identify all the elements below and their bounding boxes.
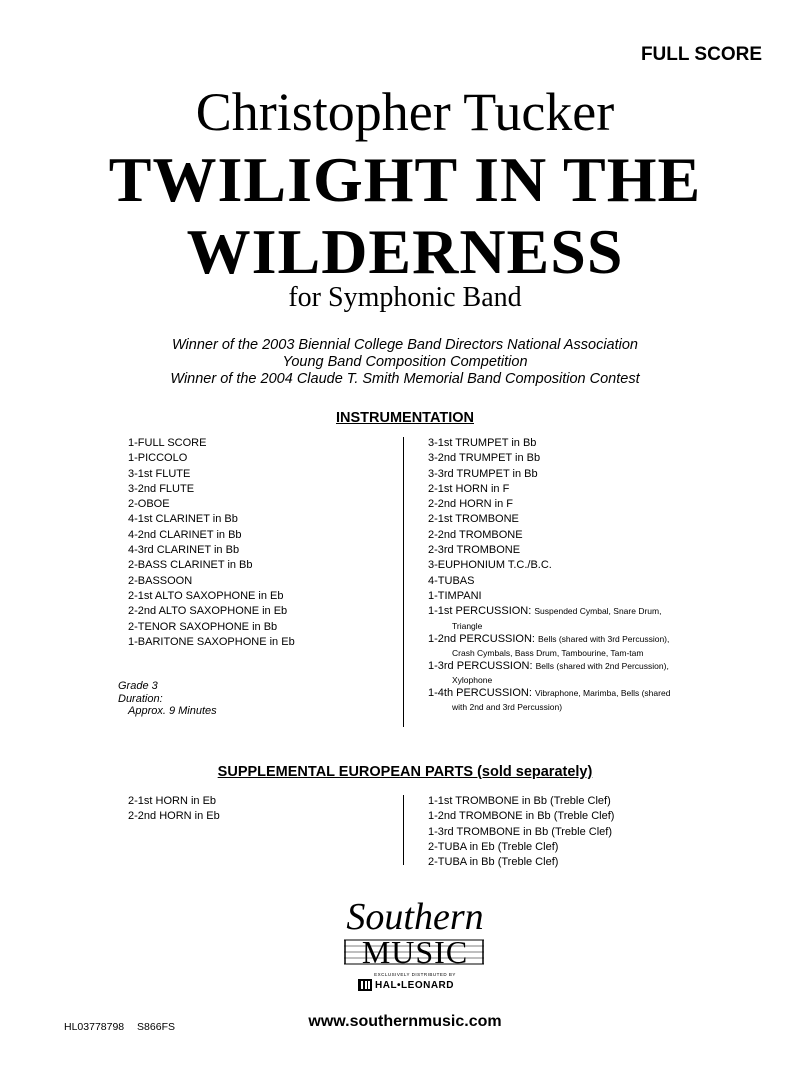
percussion-item bbox=[428, 659, 670, 674]
part-item: 1-1st TROMBONE in Bb (Treble Clef) bbox=[428, 795, 611, 807]
supplemental-heading: SUPPLEMENTAL EUROPEAN PARTS (sold separately) bbox=[217, 764, 593, 780]
part-item: 1-BARITONE SAXOPHONE in Eb bbox=[128, 635, 295, 648]
awards-block bbox=[0, 337, 810, 388]
logo-distributed-text: EXCLUSIVELY DISTRIBUTED BY bbox=[374, 972, 456, 977]
percussion-detail-continued: with 2nd and 3rd Percussion) bbox=[452, 702, 563, 713]
part-item: 2-TUBA in Eb (Treble Clef) bbox=[428, 840, 559, 853]
part-item: 2-2nd HORN in F bbox=[428, 498, 513, 511]
percussion-item bbox=[428, 604, 670, 619]
part-item: 2-2nd TROMBONE bbox=[428, 528, 523, 541]
part-item: 3-EUPHONIUM T.C./B.C. bbox=[428, 559, 552, 572]
part-item: 3-2nd TRUMPET in Bb bbox=[428, 452, 541, 465]
edition-label: FULL SCORE bbox=[640, 44, 762, 65]
part-item: 3-1st TRUMPET in Bb bbox=[428, 437, 537, 449]
title-line-2: WILDERNESS bbox=[186, 216, 624, 287]
part-item: 2-1st HORN in Eb bbox=[128, 795, 217, 807]
grade-duration-block bbox=[118, 680, 217, 718]
percussion-detail-continued: Triangle bbox=[452, 620, 483, 631]
hal-leonard-icon bbox=[358, 979, 372, 991]
percussion-detail-continued: Xylophone bbox=[452, 675, 493, 686]
percussion-detail: Bells (shared with 2nd Percussion), bbox=[535, 660, 669, 671]
percussion-name: 1-2nd PERCUSSION: bbox=[428, 632, 535, 645]
part-item: 4-1st CLARINET in Bb bbox=[128, 513, 238, 526]
composer-name: Christopher Tucker bbox=[195, 82, 615, 142]
percussion-name: 1-3rd PERCUSSION: bbox=[428, 659, 533, 672]
percussion-detail: Vibraphone, Marimba, Bells (shared bbox=[534, 688, 671, 699]
part-item: 2-1st HORN in F bbox=[428, 482, 510, 495]
percussion-item bbox=[428, 686, 670, 701]
award-line: Winner of the 2003 Biennial College Band Directors National Association bbox=[171, 337, 638, 353]
instrumentation-left-column bbox=[128, 436, 295, 650]
percussion-name: 1-1st PERCUSSION: bbox=[428, 605, 532, 618]
part-item: 3-3rd TRUMPET in Bb bbox=[428, 467, 538, 480]
part-item: 2-OBOE bbox=[128, 498, 170, 511]
award-line: Young Band Composition Competition bbox=[282, 354, 528, 370]
column-divider bbox=[403, 795, 404, 865]
part-item: 1-2nd TROMBONE in Bb (Treble Clef) bbox=[428, 810, 615, 823]
instrumentation-right-column bbox=[428, 436, 670, 713]
part-item: 2-TENOR SAXOPHONE in Bb bbox=[128, 620, 278, 633]
catalog-number: HL03778798 S866FS bbox=[64, 1021, 175, 1033]
part-item: 2-BASS CLARINET in Bb bbox=[128, 559, 253, 572]
part-item: 4-3rd CLARINET in Bb bbox=[128, 544, 240, 557]
percussion-detail-continued: Crash Cymbals, Bass Drum, Tambourine, Tam-tam bbox=[452, 647, 644, 658]
part-item: 2-TUBA in Bb (Treble Clef) bbox=[428, 856, 559, 869]
hal-leonard-logo bbox=[358, 979, 454, 991]
duration-label: Duration: bbox=[118, 692, 163, 705]
instrumentation-heading: INSTRUMENTATION bbox=[335, 410, 474, 426]
website-url: www.southernmusic.com bbox=[308, 1013, 502, 1030]
part-item: 2-1st ALTO SAXOPHONE in Eb bbox=[128, 589, 284, 602]
hal-leonard-text: HAL•LEONARD bbox=[375, 979, 454, 991]
piece-title bbox=[0, 144, 810, 288]
supplemental-left-column bbox=[128, 794, 220, 825]
part-item: 2-1st TROMBONE bbox=[428, 513, 519, 526]
percussion-detail: Bells (shared with 3rd Percussion), bbox=[538, 633, 670, 644]
part-item: 2-2nd HORN in Eb bbox=[128, 810, 220, 823]
logo-southern-text: Southern bbox=[346, 896, 484, 938]
part-item: 2-BASSOON bbox=[128, 574, 193, 587]
part-item: 1-3rd TROMBONE in Bb (Treble Clef) bbox=[428, 825, 612, 838]
part-item: 1-FULL SCORE bbox=[128, 437, 207, 449]
column-divider bbox=[403, 437, 404, 727]
piece-subtitle: for Symphonic Band bbox=[288, 282, 522, 313]
title-line-1: TWILIGHT IN THE bbox=[108, 144, 702, 215]
percussion-item bbox=[428, 632, 670, 647]
duration-value: Approx. 9 Minutes bbox=[128, 705, 217, 717]
part-item: 4-2nd CLARINET in Bb bbox=[128, 528, 242, 541]
percussion-detail: Suspended Cymbal, Snare Drum, bbox=[534, 606, 662, 617]
grade-label: Grade 3 bbox=[118, 680, 158, 692]
part-item: 2-2nd ALTO SAXOPHONE in Eb bbox=[128, 605, 288, 618]
part-item: 3-2nd FLUTE bbox=[128, 482, 195, 495]
award-line: Winner of the 2004 Claude T. Smith Memorial Band Composition Contest bbox=[170, 371, 640, 387]
part-item: 1-PICCOLO bbox=[128, 452, 188, 465]
part-item: 4-TUBAS bbox=[428, 574, 475, 587]
part-item: 2-3rd TROMBONE bbox=[428, 544, 521, 557]
publisher-logo bbox=[340, 897, 490, 1002]
part-item: 3-1st FLUTE bbox=[128, 467, 191, 480]
logo-music-text: MUSIC bbox=[361, 934, 469, 970]
percussion-name: 1-4th PERCUSSION: bbox=[428, 687, 532, 700]
part-item: 1-TIMPANI bbox=[428, 589, 482, 602]
supplemental-right-column bbox=[428, 794, 614, 870]
